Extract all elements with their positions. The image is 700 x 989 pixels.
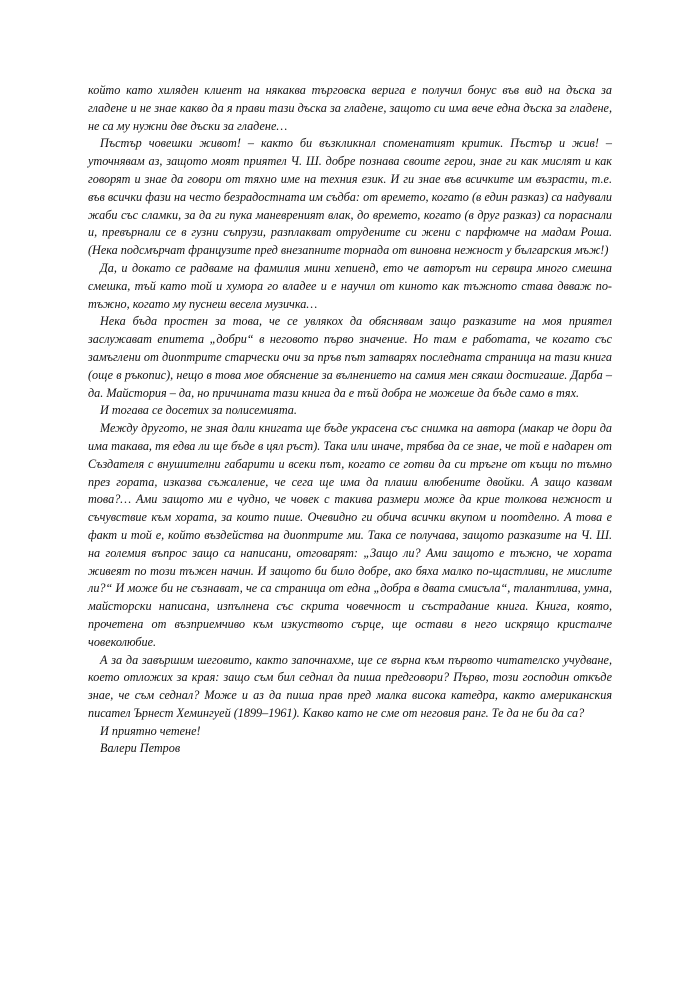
paragraph-continuation: който като хиляден клиент на някаква търговска верига е получил бонус във вид на дъска за гладене и не знае какво да я прави тази дъска за гладене, защото си има вече една дъска за гладене, не са му нужни две дъски за гладене… — [88, 83, 612, 133]
paragraph: Пъстър човешки живот! – както би възкликнал споменатият критик. Пъстър и жив! – уточнявам аз, защото моят приятел Ч. Ш. добре познава своите герои, знае ги как мислят и как говорят и знае да говори от тяхно име на техния език. И ги знае във всичките им възрасти, т.е. във всички фази на често безрадостната им съдба: от времето, когато (в един разказ) са надували жаби със сламки, за да ги пука маневреният влак, до времето, когато (в друг разказ) са пораснали и, превърнали се в гузни съпрузи, разплакват отрудените си жени с парфюмче на мадам Роша. (Нека подсмърчат французите пред внезапните торнада от виновна нежност у българския мъж!) — [88, 136, 612, 258]
paragraph: Между другото, не зная дали книгата ще бъде украсена със снимка на автора (макар че дори да има такава, тя едва ли ще бъде в цял ръст). Така или иначе, трябва да се знае, че той е надарен от Създателя с внушителни габарити и всеки път, когато се готви да си тръгне от къщи по тъмно през гората, изказва съжаление, че сега ще има да плаши влюбените двойки. А защо казвам това?… Ами защото ми е чудно, че човек с такива размери може да крие толкова нежност и съчувствие към хората, за които пише. Очевидно ги обича всички вкупом и поотделно. А това е факт и той е, който въздейства на диоптрите ми. Така се получава, защото разказите на Ч. Ш. на големия въпрос защо са написани, отговарят: „Защо ли? Ами защото е тъжно, че хората живеят по този тъжен начин. И защото би било добре, ако бяха малко по-щастливи, не мислите ли?“ И може би не съзнават, че са страница от една „добра в двата смисъла“, талантлива, умна, майсторски написана, изпълнена със скрита човечност и състрадание книга. Книга, която, прочетена от възприемчиво към изкуството сърце, ще остави в него искрящо кристалче човеколюбие. — [88, 421, 612, 649]
paragraph: А за да завършим шеговито, както започнахме, ще се върна към първото читателско учудване, което отложих за края: защо съм бил седнал да пиша предговори? Първо, този господин откъде знае, че съм седнал? Може и аз да пиша прав пред малка висока катедра, както американския писател Ърнест Хемингуей (1899–1961). Какво като не сме от неговия ранг. Те да не би да са? — [88, 652, 612, 720]
paragraph: И тогава се досетих за полисемията. — [100, 403, 297, 418]
closing-line: И приятно четене! — [100, 723, 201, 738]
paragraph: Нека бъда простен за това, че се увлякох да обяснявам защо разказите на моя приятел заслужават епитета „добри“ в неговото първо значение. Но там е работата, че когато със замъглени от диоптрите старчески очи за пръв път затварях последната страница на тази книга (още в ръкопис), нещо в това мое обяснение за вълнението на самия мен сякаш достигаше. Дарба – да. Майстория – да, но причината тази книга да е тъй добра не можеше да бъде само в тях. — [88, 314, 612, 400]
author-signature: Валери Петров — [100, 741, 181, 756]
paragraph: Да, и докато се радваме на фамилия мини хепиенд, ето че авторът ни сервира много смешна смешка, тъй като той и хумора го владее и е научил от киното как тъжното става двваж по-тъжно, когато му пуснеш весела музичка… — [88, 260, 612, 311]
body-text — [88, 82, 612, 758]
